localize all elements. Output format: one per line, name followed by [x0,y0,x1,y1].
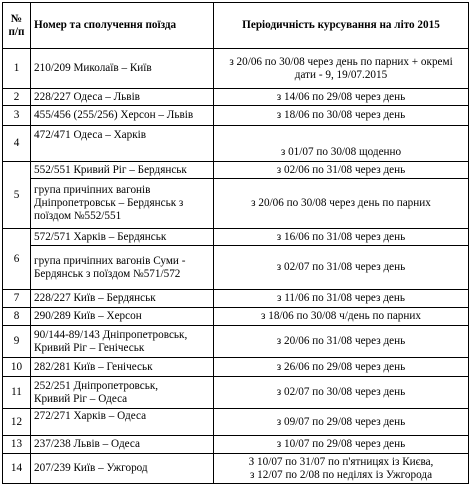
table-row: 3 455/456 (255/256) Херсон – Львів з 18/06 по 30/08 через день [3,106,469,126]
period-cell: з 02/07 по 30/08 через день [214,377,469,409]
table-row-sub [3,246,469,290]
route-cell: 252/251 Дніпропетровськ, Кривий Ріг – Одеса [31,377,214,409]
route-cell: 552/551 Кривий Ріг – Бердянськ [31,162,214,179]
header-route: Номер та сполучення поїзда [31,3,214,49]
period-cell: з 02/07 по 31/08 через день [214,246,469,290]
route-cell: група причіпних вагонів Суми - Бердянськ з поїздом №571/572 [31,246,214,290]
table-row: 2 228/227 Одеса – Львів з 14/06 по 29/08 через день [3,89,469,106]
table-row: 6 572/571 Харків – Бердянськ з 16/06 по 31/08 через день [3,229,469,246]
table-row: 1 210/209 Миколаїв – Київ з 20/06 по 30/08 через день по парних + окремі дати - 9, 19/07.2015 [3,49,469,89]
route-cell: 455/456 (255/256) Херсон – Львів [31,106,214,126]
table-row-sub [3,179,469,229]
table-row: 9 90/144-89/143 Дніпропетровськ, Кривий Ріг – Генічеськ з 20/06 по 31/08 через день [3,326,469,358]
table-row: 14 207/239 Київ – Ужгород З 10/07 по 31/07 по п'ятницях із Києва, з 12/07 по 2/08 по неділях із Ужгорода [3,454,469,484]
route-cell: 210/209 Миколаїв – Київ [31,49,214,89]
table-row: 8 290/289 Київ – Херсон з 18/06 по 30/08 ч/день по парних [3,308,469,326]
route-cell: 237/238 Львів – Одеса [31,436,214,454]
period-cell: з 20/06 по 31/08 через день [214,326,469,358]
route-cell: 272/271 Харків – Одеса [31,409,214,436]
header-number: № п/п [3,3,31,49]
route-cell: 228/227 Одеса – Львів [31,89,214,106]
period-cell: з 10/07 по 29/08 через день [214,436,469,454]
route-cell: група причіпних вагонів Дніпропетровськ – Бердянськ з поїздом №552/551 [31,179,214,229]
table-row: 12 272/271 Харків – Одеса з 09/07 по 29/08 через день [3,409,469,436]
route-cell: 472/471 Одеса – Харків [31,126,214,162]
route-cell: 572/571 Харків – Бердянськ [31,229,214,246]
route-cell: 282/281 Київ – Генічеськ [31,358,214,377]
table-row: 10 282/281 Київ – Генічеськ з 26/06 по 29/08 через день [3,358,469,377]
period-cell: з 20/06 по 30/08 через день по парних [214,179,469,229]
route-cell: 207/239 Київ – Ужгород [31,454,214,484]
header-period: Періодичність курсування на літо 2015 [214,3,469,49]
period-cell: з 16/06 по 31/08 через день [214,229,469,246]
period-cell: з 11/06 по 31/08 через день [214,290,469,308]
period-cell: з 14/06 по 29/08 через день [214,89,469,106]
table-row: 5 552/551 Кривий Ріг – Бердянськ з 02/06 по 31/08 через день [3,162,469,179]
period-cell: з 26/06 по 29/08 через день [214,358,469,377]
table-row: 7 228/227 Київ – Бердянськ з 11/06 по 31/08 через день [3,290,469,308]
train-schedule-table [2,2,469,484]
route-cell: 90/144-89/143 Дніпропетровськ, Кривий Ріг – Генічеськ [31,326,214,358]
period-cell: з 18/06 по 30/08 ч/день по парних [214,308,469,326]
period-cell: з 01/07 по 30/08 щоденно [214,126,469,162]
table-row: 11 252/251 Дніпропетровськ, Кривий Ріг – Одеса з 02/07 по 30/08 через день [3,377,469,409]
period-cell: З 10/07 по 31/07 по п'ятницях із Києва, з 12/07 по 2/08 по неділях із Ужгорода [214,454,469,484]
period-cell: з 02/06 по 31/08 через день [214,162,469,179]
route-cell: 290/289 Київ – Херсон [31,308,214,326]
table-row: 13 237/238 Львів – Одеса з 10/07 по 29/08 через день [3,436,469,454]
route-cell: 228/227 Київ – Бердянськ [31,290,214,308]
table-row: 4 472/471 Одеса – Харків з 01/07 по 30/08 щоденно [3,126,469,162]
header-row [3,3,469,49]
period-cell: з 18/06 по 30/08 через день [214,106,469,126]
period-cell: з 09/07 по 29/08 через день [214,409,469,436]
period-cell: з 20/06 по 30/08 через день по парних + окремі дати - 9, 19/07.2015 [214,49,469,89]
